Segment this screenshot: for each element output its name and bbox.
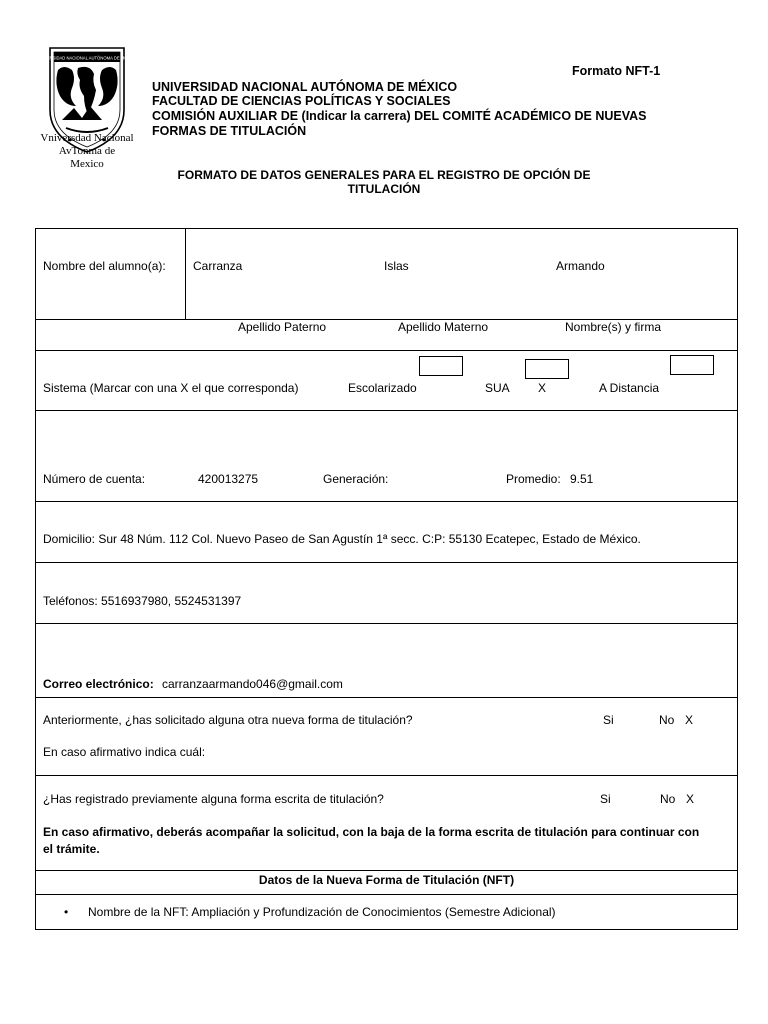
correo-label: Correo electrónico: bbox=[43, 677, 154, 691]
q2-question: ¿Has registrado previamente alguna forma escrita de titulación? bbox=[43, 792, 384, 806]
apellido-paterno-value: Carranza bbox=[193, 259, 243, 273]
header-faculty: FACULTAD DE CIENCIAS POLÍTICAS Y SOCIALES bbox=[152, 94, 451, 108]
q1-no-label: No bbox=[659, 713, 675, 727]
logo-band-text: UNIVERSIDAD NACIONAL AUTÓNOMA DE MÉXICO bbox=[36, 55, 138, 61]
apellido-materno-value: Islas bbox=[384, 259, 409, 273]
header-university: UNIVERSIDAD NACIONAL AUTÓNOMA DE MÉXICO bbox=[152, 80, 458, 94]
escolarizado-checkbox[interactable] bbox=[419, 356, 463, 376]
cuenta-value: 420013275 bbox=[198, 472, 259, 486]
sua-checkbox[interactable] bbox=[525, 359, 569, 379]
row-divider bbox=[35, 501, 738, 502]
telefonos-text: Teléfonos: 5516937980, 5524531397 bbox=[43, 594, 242, 608]
form-code: Formato NFT-1 bbox=[572, 64, 661, 78]
row-divider bbox=[35, 410, 738, 411]
sistema-sua-label: SUA bbox=[485, 381, 510, 395]
form-title-line2: TITULACIÓN bbox=[347, 182, 421, 196]
promedio-value: 9.51 bbox=[570, 472, 594, 486]
apellido-materno-label: Apellido Materno bbox=[398, 320, 489, 334]
logo-caption-line3: Mexico bbox=[70, 158, 104, 170]
row-divider bbox=[35, 870, 738, 871]
form-title-line1: FORMATO DE DATOS GENERALES PARA EL REGISTRO DE OPCIÓN DE bbox=[177, 168, 591, 182]
q2-note-line1: En caso afirmativo, deberás acompañar la solicitud, con la baja de la forma escrita de titulación para continuar con bbox=[43, 825, 700, 839]
distancia-checkbox[interactable] bbox=[670, 355, 714, 375]
nft-section-title: Datos de la Nueva Forma de Titulación (NFT) bbox=[258, 873, 515, 887]
q1-followup: En caso afirmativo indica cuál: bbox=[43, 745, 206, 759]
row-divider bbox=[35, 350, 738, 351]
q2-si-label: Si bbox=[600, 792, 611, 806]
logo-caption-line2: AvTonma de bbox=[58, 145, 116, 157]
domicilio-text: Domicilio: Sur 48 Núm. 112 Col. Nuevo Paseo de San Agustín 1ª secc. C:P: 55130 Ecatepec, Estado de México. bbox=[43, 532, 641, 546]
header-commission: COMISIÓN AUXILIAR DE (Indicar la carrera) DEL COMITÉ ACADÉMICO DE NUEVAS bbox=[152, 109, 647, 123]
q2-note-line2: el trámite. bbox=[43, 842, 100, 856]
generacion-label: Generación: bbox=[323, 472, 389, 486]
row-divider bbox=[35, 697, 738, 698]
column-divider bbox=[185, 228, 186, 319]
row-divider bbox=[35, 894, 738, 895]
row-divider bbox=[35, 775, 738, 776]
q2-no-label: No bbox=[660, 792, 676, 806]
nft-bullet: • bbox=[64, 905, 69, 919]
sistema-distancia-label: A Distancia bbox=[599, 381, 660, 395]
q1-si-label: Si bbox=[603, 713, 614, 727]
sistema-escolarizado-label: Escolarizado bbox=[348, 381, 417, 395]
correo-value: carranzaarmando046@gmail.com bbox=[162, 677, 343, 691]
cuenta-label: Número de cuenta: bbox=[43, 472, 146, 486]
q1-no-mark: X bbox=[685, 713, 694, 727]
sua-mark: X bbox=[538, 381, 547, 395]
nombres-value: Armando bbox=[556, 259, 605, 273]
nft-item: Nombre de la NFT: Ampliación y Profundización de Conocimientos (Semestre Adicional) bbox=[88, 905, 556, 919]
row-divider bbox=[35, 562, 738, 563]
promedio-label: Promedio: bbox=[506, 472, 561, 486]
logo-caption-line1: Vniversdad Nacional bbox=[40, 132, 134, 144]
sistema-label: Sistema (Marcar con una X el que corresponda) bbox=[43, 381, 299, 395]
header-commission-cont: FORMAS DE TITULACIÓN bbox=[152, 124, 307, 138]
q1-question: Anteriormente, ¿has solicitado alguna otra nueva forma de titulación? bbox=[43, 713, 413, 727]
row-divider bbox=[35, 623, 738, 624]
apellido-paterno-label: Apellido Paterno bbox=[238, 320, 327, 334]
nombres-label: Nombre(s) y firma bbox=[565, 320, 662, 334]
q2-no-mark: X bbox=[686, 792, 695, 806]
student-name-label: Nombre del alumno(a): bbox=[43, 259, 166, 273]
